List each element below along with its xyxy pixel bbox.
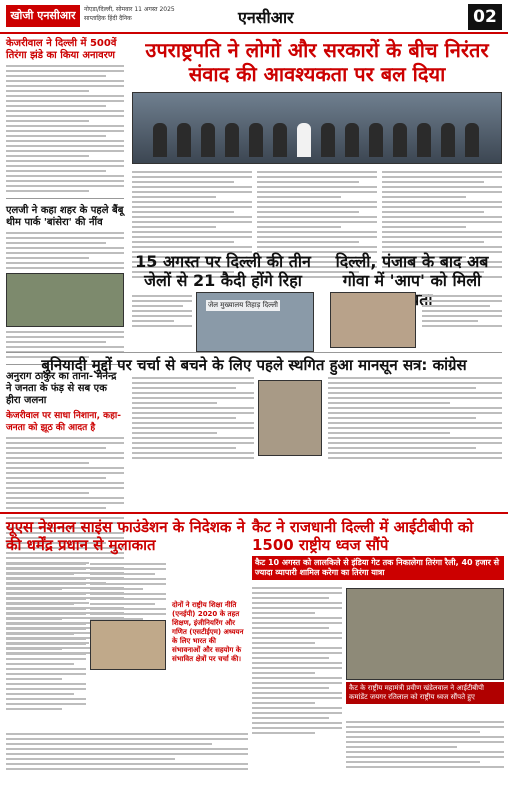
masthead (0, 0, 508, 34)
story-body (6, 65, 124, 192)
aap-photo (330, 292, 416, 348)
jail-headline: 15 अगस्त पर दिल्ली की तीन जेलों से 21 कैदी होंगे रिहा (135, 252, 311, 290)
nsf-photo (90, 620, 166, 670)
cait-body-col1 (252, 584, 342, 737)
page-number: 02 (468, 4, 502, 30)
nsf-body-col1 (6, 560, 86, 713)
cait-photo (346, 588, 504, 680)
cait-body-col2 (346, 718, 504, 771)
congress-body-col1 (132, 374, 254, 462)
story-headline-bamboo-park: एलजी ने कहा शहर के पहले बैंबू थीम पार्क 'बांसेरा' की नींव (6, 205, 124, 228)
congress-photo (258, 380, 322, 456)
story-photo (6, 273, 124, 327)
newspaper-logo: खोजी एनसीआर (6, 5, 80, 27)
nsf-body-footer (6, 730, 248, 773)
cait-subhead: कैट 10 अगस्त को लालकिले से इंडिया गेट तक निकालेगा तिरंगा रैली, 40 हजार से ज्यादा व्यापारी शामिल करेगा का तिरंगा यात्रा (252, 556, 504, 580)
cait-headline: कैट ने राजधानी दिल्ली में आईटीबीपी को 1500 राष्ट्रीय ध्वज सौंपे (252, 518, 474, 554)
jail-photo-caption: जेल मुख्यालय तिहाड़ दिल्ली (208, 301, 278, 309)
masthead-date: नोएडा/दिल्ली, सोमवार 11 अगस्त 2025 (84, 6, 175, 13)
congress-body-col2 (328, 374, 502, 462)
nsf-photo-caption: दोनों ने राष्ट्रीय शिक्षा नीति (एनईपी) 2020 के तहत शिक्षण, इंजीनियरिंग और गणित (एसटीईएम) अध्ययन के लिए भारत की संभावनाओं और सहयोग के संभावित क्षेत्रों पर चर्चा की। (172, 601, 244, 663)
story-headline-anurag: अनुराग ठाकुर का ताना- मनेन्द्र ने जनता के फंड़ से सब एक हीरा जलना (6, 371, 117, 406)
aap-headline: दिल्ली, पंजाब के बाद अब गोवा में 'आप' को मिली (335, 252, 489, 290)
story-headline-kejriwal-flag: केजरीवाल ने दिल्ली में 500वें तिरंगा झंडे का किया अनावरण (6, 38, 117, 61)
section-title: एनसीआर (238, 8, 294, 27)
congress-headline: बुनियादी मुद्दों पर चर्चा से बचने के लिए पहले स्थगित हुआ मानसून सत्र: कांग्रेस (6, 352, 502, 375)
section-divider (0, 512, 508, 514)
story-subhead-anurag: केजरीवाल पर साधा निशाना, कहा- जनता को झूठ की आदत है (6, 411, 121, 433)
nsf-headline: यूएस नेशनल साइंस फाउंडेशन के निदेशक ने की धर्मेंद्र प्रधान से मुलाकात (6, 518, 245, 554)
aap-body (422, 292, 502, 330)
nsf-body-col2 (90, 560, 166, 628)
jail-body (132, 292, 192, 330)
masthead-tagline: साप्ताहिक हिंदी दैनिक (84, 15, 132, 22)
lead-photo (132, 92, 502, 164)
lead-headline: उपराष्ट्रपति ने लोगों और सरकारों के बीच निरंतर संवाद की आवश्यकता पर बल दिया (145, 38, 489, 86)
masthead-meta (84, 5, 175, 23)
cait-photo-caption: कैट के राष्ट्रीय महामंत्री प्रवीण खंडेलवाल ने आईटीबीपी कमांडेंट जयगर रतिलाल को राष्ट्रीय ध्वज सौंपते हुए (346, 682, 504, 704)
